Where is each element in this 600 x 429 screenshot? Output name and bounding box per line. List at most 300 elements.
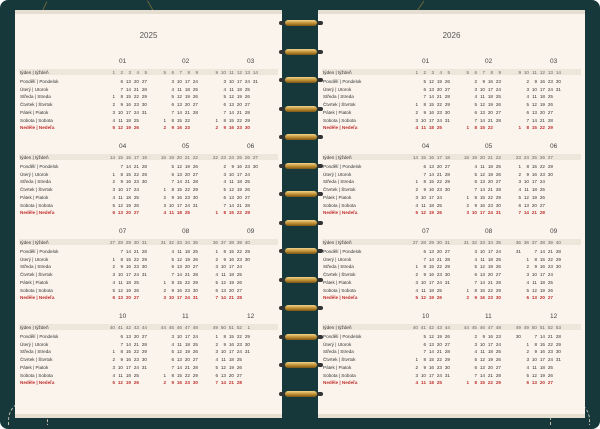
day-cell: 9 [120, 102, 123, 108]
day-cell: 30 [444, 272, 450, 278]
day-cell: 25 [495, 164, 501, 169]
week-number-cell: 30 [133, 240, 139, 245]
day-cell: 7 [423, 171, 426, 177]
day-cell: 21 [236, 202, 242, 208]
week-number-cell: 39 [547, 240, 553, 245]
day-cell: 20 [487, 364, 493, 370]
day-cell: 6 [223, 102, 226, 108]
day-cell: 4 [112, 372, 115, 378]
month-number: 07 [422, 228, 430, 235]
day-cell: 16 [228, 125, 234, 131]
week-number-cell: 6 [171, 70, 174, 75]
day-cell: 20 [184, 171, 190, 177]
day-cell: 5 [415, 295, 418, 301]
day-cell: 30 [555, 79, 561, 84]
week-number-cell: 14 [555, 70, 561, 75]
day-cell: 17 [539, 357, 545, 363]
day-cell: 9 [526, 171, 529, 177]
day-cell: 5 [215, 279, 218, 285]
day-cell: 15 [531, 125, 537, 131]
day-cell: 16 [539, 264, 545, 270]
week-number-cell: 14 [252, 70, 258, 75]
day-cell: 11 [169, 210, 174, 216]
day-cell: 3 [215, 264, 218, 270]
day-cell: 5 [526, 372, 529, 378]
weekday-label: Středa | Streda [323, 264, 354, 270]
day-cell: 7 [120, 249, 123, 254]
day-cell: 8 [223, 334, 226, 339]
day-cell: 13 [523, 202, 529, 208]
day-cell: 8 [474, 125, 477, 131]
spiral-ring [285, 391, 317, 397]
week-label: týden | týždeň [323, 70, 352, 75]
day-cell: 3 [171, 334, 174, 339]
day-cell: 22 [547, 256, 553, 262]
day-cell: 3 [526, 357, 529, 363]
week-number-cell: 36 [523, 240, 529, 245]
day-cell: 18 [487, 349, 493, 355]
day-cell: 26 [444, 79, 450, 84]
quarter-block [15, 58, 282, 138]
day-cell: 18 [228, 357, 234, 363]
day-cell: 9 [534, 349, 537, 355]
day-cell: 22 [184, 117, 190, 123]
day-cell: 10 [531, 272, 537, 278]
day-cell: 9 [482, 79, 485, 84]
day-cell: 22 [436, 102, 442, 108]
week-number-cell: 35 [495, 240, 501, 245]
week-number-cell: 49 [212, 325, 218, 330]
day-cell: 25 [547, 94, 553, 100]
day-cell: 4 [526, 364, 529, 370]
day-cell: 23 [133, 357, 139, 363]
day-cell: 24 [495, 341, 501, 347]
day-cell: 9 [423, 109, 426, 115]
day-cell: 4 [474, 164, 477, 169]
day-cell: 27 [495, 179, 501, 185]
weekday-label: Čtvrtek | Štvrtok [323, 187, 356, 193]
week-number-cell: 49 [523, 325, 529, 330]
day-cell: 24 [547, 272, 553, 278]
day-cell: 26 [133, 380, 139, 386]
day-cell: 2 [526, 349, 529, 355]
month-number: 09 [247, 228, 255, 235]
day-cell: 7 [215, 380, 218, 386]
day-cell: 8 [423, 357, 426, 363]
day-cell: 19 [436, 79, 442, 84]
week-number-cell: 4 [439, 70, 442, 75]
day-cell: 7 [423, 349, 426, 355]
day-cell: 6 [526, 295, 529, 301]
day-cell: 31 [141, 364, 147, 370]
day-cell: 21 [487, 187, 493, 193]
day-cell: 2 [163, 380, 166, 386]
month-number: 06 [550, 143, 558, 150]
weekday-label: Čtvrtek | Štvrtok [323, 102, 356, 108]
week-number-cell: 41 [117, 325, 123, 330]
day-cell: 7 [534, 249, 537, 254]
day-cell: 8 [120, 171, 123, 177]
day-cell: 3 [415, 194, 418, 200]
day-cell: 2 [223, 164, 226, 169]
day-cell: 3 [223, 79, 226, 84]
day-cell: 17 [125, 187, 131, 193]
day-cell: 7 [171, 179, 174, 185]
day-cell: 4 [171, 341, 174, 347]
week-number-cell: 1 [415, 70, 418, 75]
day-cell: 26 [236, 279, 242, 285]
day-cell: 10 [168, 202, 174, 208]
day-cell: 17 [487, 249, 493, 254]
week-number-cell: 24 [523, 155, 529, 160]
day-cell: 13 [428, 341, 434, 347]
day-cell: 18 [125, 372, 131, 378]
day-cell: 17 [125, 109, 131, 115]
day-cell: 20 [487, 109, 493, 115]
day-cell: 26 [436, 295, 442, 301]
week-number-cell: 2 [423, 70, 426, 75]
day-cell: 14 [479, 117, 485, 123]
week-number-cell: 39 [236, 240, 242, 245]
week-number-cell: 5 [144, 70, 147, 75]
quarter-block [318, 143, 585, 223]
day-cell: 6 [171, 102, 174, 108]
day-cell: 19 [487, 264, 493, 270]
day-cell: 30 [244, 256, 250, 262]
day-cell: 29 [141, 349, 147, 355]
day-cell: 9 [171, 380, 174, 386]
day-cell: 21 [487, 279, 493, 285]
week-number-cell: 24 [228, 155, 234, 160]
day-cell: 25 [244, 179, 250, 185]
day-cell: 28 [444, 349, 450, 355]
week-number-cell: 43 [436, 325, 442, 330]
day-cell: 4 [415, 125, 418, 131]
day-cell: 12 [117, 287, 123, 293]
day-cell: 12 [531, 102, 537, 108]
day-cell: 26 [495, 171, 501, 177]
day-cell: 11 [480, 349, 485, 355]
weekday-label: Sobota | Sobota [323, 372, 356, 378]
day-cell: 13 [220, 372, 226, 378]
day-cell: 21 [228, 295, 234, 301]
day-cell: 22 [487, 194, 493, 200]
day-cell: 4 [171, 249, 174, 254]
day-cell: 17 [125, 272, 131, 278]
day-cell: 3 [474, 249, 477, 254]
day-cell: 25 [495, 256, 501, 262]
day-cell: 9 [171, 287, 174, 293]
day-cell: 26 [192, 256, 198, 262]
day-cell: 25 [244, 86, 250, 92]
day-cell: 4 [474, 94, 477, 100]
day-cell: 23 [184, 125, 190, 131]
day-cell: 10 [531, 357, 537, 363]
day-cell: 15 [176, 187, 182, 193]
day-cell: 26 [192, 349, 198, 355]
day-cell: 30 [555, 349, 561, 355]
month-number: 08 [182, 228, 190, 235]
week-number-cell: 5 [163, 70, 166, 75]
day-cell: 18 [487, 164, 493, 169]
day-cell: 1 [215, 334, 218, 339]
day-cell: 23 [244, 164, 250, 169]
week-number-cell: 51 [228, 325, 234, 330]
week-number-cell: 48 [192, 325, 198, 330]
day-cell: 12 [176, 164, 182, 169]
day-cell: 29 [244, 210, 250, 216]
day-cell: 31 [495, 210, 501, 216]
month-number: 05 [182, 143, 190, 150]
day-cell: 21 [487, 117, 493, 123]
week-number-cell: 27 [252, 155, 258, 160]
week-number-cell: 33 [479, 240, 485, 245]
day-cell: 29 [547, 125, 553, 131]
day-cell: 2 [466, 202, 469, 208]
week-number-cell: 26 [539, 155, 545, 160]
quarter-block [318, 313, 585, 393]
day-cell: 10 [531, 86, 537, 92]
week-number-cell: 16 [125, 155, 131, 160]
day-cell: 2 [215, 125, 218, 131]
day-cell: 21 [436, 171, 442, 177]
month-number: 04 [119, 143, 127, 150]
day-cell: 14 [428, 349, 434, 355]
week-number-cell: 5 [447, 70, 450, 75]
day-cell: 22 [487, 125, 493, 131]
day-cell: 6 [474, 272, 477, 278]
day-cell: 13 [176, 357, 182, 363]
day-cell: 15 [176, 117, 182, 123]
day-cell: 6 [223, 194, 226, 200]
day-cell: 28 [444, 171, 450, 177]
day-cell: 8 [171, 279, 174, 285]
weekday-label: Středa | Streda [20, 179, 51, 185]
day-cell: 28 [141, 86, 147, 92]
day-cell: 5 [112, 202, 115, 208]
weekday-label: Sobota | Sobota [323, 117, 356, 123]
day-cell: 10 [117, 187, 123, 193]
day-cell: 24 [184, 295, 190, 301]
day-cell: 7 [120, 341, 123, 347]
week-number-cell: 17 [133, 155, 139, 160]
day-cell: 2 [112, 102, 115, 108]
day-cell: 3 [163, 202, 166, 208]
day-cell: 25 [539, 187, 545, 193]
day-cell: 24 [547, 86, 553, 92]
day-cell: 30 [252, 164, 258, 169]
day-cell: 15 [228, 334, 234, 339]
day-cell: 28 [141, 164, 147, 169]
day-cell: 16 [539, 79, 545, 84]
day-cell: 27 [192, 264, 198, 270]
day-cell: 5 [474, 171, 477, 177]
day-cell: 8 [474, 194, 477, 200]
weekday-label: Pátek | Piatok [20, 109, 49, 115]
day-cell: 10 [117, 272, 123, 278]
day-cell: 10 [168, 295, 174, 301]
day-cell: 2 [163, 287, 166, 293]
day-cell: 17 [428, 194, 434, 200]
weekday-label: Sobota | Sobota [20, 372, 53, 378]
day-cell: 11 [524, 187, 529, 193]
weekday-label: Úterý | Utorok [323, 171, 352, 177]
spiral-ring [285, 20, 317, 26]
week-number-cell: 51 [539, 325, 545, 330]
page-top-band [318, 10, 585, 14]
day-cell: 19 [236, 94, 242, 100]
day-cell: 26 [133, 125, 139, 131]
day-cell: 17 [487, 341, 493, 347]
week-number-cell: 9 [518, 70, 521, 75]
quarter-block [318, 58, 585, 138]
day-cell: 16 [125, 179, 131, 185]
day-cell: 29 [141, 171, 147, 177]
day-cell: 13 [220, 287, 226, 293]
day-cell: 24 [192, 334, 198, 339]
day-cell: 1 [415, 102, 418, 108]
day-cell: 18 [228, 272, 234, 278]
day-cell: 31 [192, 202, 198, 208]
week-number-cell: 9 [498, 70, 501, 75]
day-cell: 5 [171, 349, 174, 355]
week-number-cell: 31 [463, 240, 469, 245]
day-cell: 8 [120, 94, 123, 100]
day-cell: 16 [479, 295, 485, 301]
day-cell: 18 [125, 194, 131, 200]
day-cell: 27 [547, 380, 553, 386]
day-cell: 16 [487, 79, 493, 84]
year-heading: 2026 [442, 31, 461, 40]
weekday-label: Pondělí | Pondelok [20, 334, 59, 339]
week-number-cell: 34 [184, 240, 190, 245]
day-cell: 22 [539, 125, 545, 131]
day-cell: 26 [133, 202, 139, 208]
weekday-label: Úterý | Utorok [20, 256, 49, 262]
day-cell: 4 [518, 187, 521, 193]
day-cell: 29 [192, 279, 198, 285]
day-cell: 21 [436, 256, 442, 262]
day-cell: 27 [244, 194, 250, 200]
day-cell: 21 [487, 372, 493, 378]
day-cell: 24 [133, 187, 139, 193]
day-cell: 29 [444, 357, 450, 363]
day-cell: 1 [112, 94, 115, 100]
week-number-cell: 50 [220, 325, 226, 330]
day-cell: 28 [495, 279, 501, 285]
day-cell: 16 [176, 125, 182, 131]
day-cell: 29 [495, 380, 501, 386]
day-cell: 26 [547, 102, 553, 108]
day-cell: 12 [228, 94, 234, 100]
day-cell: 3 [474, 341, 477, 347]
week-number-cell: 10 [523, 70, 529, 75]
day-cell: 20 [539, 109, 545, 115]
month-number: 02 [182, 58, 190, 65]
day-cell: 9 [120, 179, 123, 185]
day-cell: 23 [133, 264, 139, 270]
day-cell: 5 [474, 357, 477, 363]
day-cell: 25 [436, 287, 442, 293]
day-cell: 1 [415, 264, 418, 270]
week-label: týden | týždeň [323, 325, 352, 330]
weekday-label: Sobota | Sobota [323, 202, 356, 208]
day-cell: 5 [171, 94, 174, 100]
day-cell: 7 [518, 210, 521, 216]
day-cell: 21 [184, 109, 190, 115]
day-cell: 15 [125, 349, 131, 355]
week-number-cell: 22 [495, 155, 501, 160]
day-cell: 25 [495, 349, 501, 355]
day-cell: 28 [444, 94, 450, 100]
week-number-cell: 21 [487, 155, 493, 160]
week-number-cell: 36 [515, 240, 521, 245]
day-cell: 24 [133, 109, 139, 115]
week-number-cell: 30 [436, 240, 442, 245]
week-number-cell: 12 [539, 70, 545, 75]
day-cell: 3 [112, 187, 115, 193]
week-number-cell: 23 [220, 155, 226, 160]
day-cell: 25 [133, 372, 139, 378]
day-cell: 10 [479, 341, 485, 347]
day-cell: 30 [555, 264, 561, 270]
calendar-page-right [318, 10, 585, 418]
weekday-label: Pátek | Piatok [20, 364, 49, 370]
day-cell: 15 [479, 287, 485, 293]
day-cell: 28 [141, 249, 147, 254]
day-cell: 9 [423, 187, 426, 193]
day-cell: 6 [171, 357, 174, 363]
day-cell: 23 [547, 349, 553, 355]
day-cell: 5 [415, 210, 418, 216]
day-cell: 4 [474, 256, 477, 262]
day-cell: 20 [125, 210, 131, 216]
day-cell: 9 [474, 202, 477, 208]
weekday-label: Čtvrtek | Štvrtok [20, 102, 53, 108]
day-cell: 31 [141, 272, 147, 278]
day-cell: 7 [474, 372, 477, 378]
week-number-cell: 44 [141, 325, 147, 330]
day-cell: 15 [228, 117, 234, 123]
day-cell: 3 [163, 295, 166, 301]
day-cell: 27 [244, 102, 250, 108]
day-cell: 25 [192, 341, 198, 347]
month-number: 10 [119, 313, 127, 320]
day-cell: 31 [444, 372, 450, 378]
day-cell: 6 [423, 86, 426, 92]
day-cell: 12 [117, 125, 123, 131]
day-cell: 11 [421, 125, 426, 131]
day-cell: 9 [171, 125, 174, 131]
week-number-cell: 38 [539, 240, 545, 245]
day-cell: 8 [223, 117, 226, 123]
day-cell: 2 [112, 179, 115, 185]
day-cell: 28 [555, 249, 561, 254]
day-cell: 16 [228, 256, 234, 262]
day-cell: 24 [436, 279, 442, 285]
day-cell: 6 [423, 341, 426, 347]
day-cell: 11 [177, 341, 182, 347]
day-cell: 11 [221, 357, 226, 363]
day-cell: 16 [176, 194, 182, 200]
day-cell: 8 [423, 179, 426, 185]
day-cell: 7 [215, 295, 218, 301]
weekday-label: Sobota | Sobota [20, 117, 53, 123]
week-number-cell: 20 [176, 155, 182, 160]
day-cell: 19 [487, 171, 493, 177]
day-cell: 10 [176, 334, 182, 339]
day-cell: 21 [133, 341, 139, 347]
